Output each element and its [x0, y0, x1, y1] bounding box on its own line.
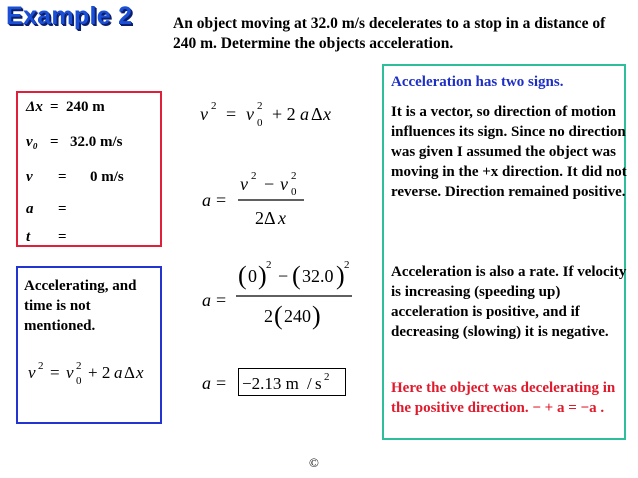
- svg-text:0: 0: [76, 375, 82, 387]
- svg-text:/: /: [307, 374, 312, 393]
- svg-text:v: v: [28, 363, 36, 382]
- svg-text:2: 2: [38, 360, 44, 372]
- given-symbol: a: [26, 201, 34, 217]
- svg-text:=: =: [216, 290, 227, 310]
- svg-text:2Δ: 2Δ: [255, 208, 276, 228]
- svg-text:v: v: [280, 174, 288, 194]
- slide-title: Example 2: [6, 2, 133, 30]
- svg-text:(: (: [274, 301, 283, 330]
- given-symbol: t: [26, 229, 31, 245]
- svg-text:a: a: [202, 290, 211, 310]
- svg-text:Δ: Δ: [311, 104, 323, 124]
- svg-text:+ 2: + 2: [272, 104, 296, 124]
- svg-text:Δ: Δ: [124, 363, 135, 382]
- svg-text:2: 2: [257, 100, 263, 112]
- svg-text:v: v: [66, 363, 74, 382]
- given-equals: =: [50, 134, 59, 150]
- given-equals: =: [58, 169, 67, 185]
- svg-text:v: v: [246, 104, 254, 124]
- explanation-rate: Acceleration is also a rate. If velocity is increasing (speeding up) acceleration is positive, and if decreasing (slowing) it is negative.: [391, 264, 627, 340]
- explanation-conclusion: Here the object was decelerating in the positive direction. − + a = −a .: [391, 380, 616, 416]
- given-symbol: v: [26, 169, 33, 185]
- svg-text:(: (: [238, 261, 247, 290]
- note-equation: [20, 356, 162, 396]
- svg-text:2: 2: [324, 371, 330, 383]
- svg-text:): ): [258, 261, 267, 290]
- copyright-mark: ©: [309, 455, 319, 470]
- given-value: 0 m/s: [90, 169, 124, 185]
- svg-text:x: x: [323, 104, 331, 124]
- svg-text:240: 240: [284, 306, 311, 326]
- svg-text:): ): [336, 261, 345, 290]
- svg-text:x: x: [278, 208, 286, 228]
- given-equals: =: [58, 229, 67, 245]
- svg-text:=: =: [216, 190, 227, 210]
- svg-text:−: −: [264, 174, 275, 194]
- svg-text:2: 2: [291, 170, 297, 182]
- svg-text:+ 2: + 2: [88, 363, 111, 382]
- svg-text:2: 2: [76, 360, 82, 372]
- svg-text:2: 2: [211, 100, 217, 112]
- svg-text:a: a: [300, 104, 309, 124]
- solution-equation-3: [200, 250, 360, 340]
- solution-equation-2: [200, 164, 320, 234]
- svg-text:2: 2: [266, 259, 272, 271]
- given-symbol: v₀: [26, 134, 38, 150]
- svg-text:0: 0: [248, 266, 257, 286]
- explanation-box: [382, 64, 626, 440]
- svg-text:v: v: [200, 104, 208, 124]
- svg-text:2: 2: [251, 170, 257, 182]
- given-equals: =: [50, 99, 59, 115]
- given-value: 32.0 m/s: [70, 134, 123, 150]
- answer-value: [239, 369, 345, 395]
- svg-text:a: a: [202, 373, 211, 393]
- svg-text:x: x: [136, 363, 144, 382]
- svg-text:=: =: [226, 104, 237, 124]
- svg-text:−2.13 m: −2.13 m: [242, 374, 299, 393]
- svg-text:32.0: 32.0: [302, 266, 334, 286]
- svg-text:=: =: [216, 373, 227, 393]
- problem-statement: An object moving at 32.0 m/s decelerates to a stop in a distance of 240 m. Determine the objects acceleration.: [173, 15, 606, 52]
- svg-text:s: s: [315, 374, 322, 393]
- svg-text:=: =: [50, 363, 60, 382]
- explanation-vector: It is a vector, so direction of motion influences its sign. Since no direction was given I assumed the object was moving in the +x direction. It did not reverse. Direction remained positive.: [391, 104, 627, 200]
- svg-text:a: a: [202, 190, 211, 210]
- explanation-heading: Acceleration has two signs.: [391, 74, 564, 90]
- svg-text:−: −: [278, 266, 289, 286]
- svg-text:2: 2: [344, 259, 350, 271]
- solution-equation-1: [200, 94, 380, 134]
- equation-choice-box: [16, 266, 162, 424]
- svg-text:): ): [312, 301, 321, 330]
- equation-choice-text: Accelerating, and time is not mentioned.: [24, 278, 137, 334]
- svg-text:v: v: [240, 174, 248, 194]
- svg-text:0: 0: [291, 186, 297, 198]
- given-value: 240 m: [66, 99, 105, 115]
- svg-text:2: 2: [264, 306, 273, 326]
- svg-text:a: a: [114, 363, 123, 382]
- given-equals: =: [58, 201, 67, 217]
- answer-box: [238, 368, 346, 396]
- svg-text:(: (: [292, 261, 301, 290]
- answer-lhs: [200, 368, 236, 398]
- svg-text:0: 0: [257, 117, 263, 129]
- givens-box: [16, 91, 162, 247]
- given-symbol: Δx: [26, 99, 43, 115]
